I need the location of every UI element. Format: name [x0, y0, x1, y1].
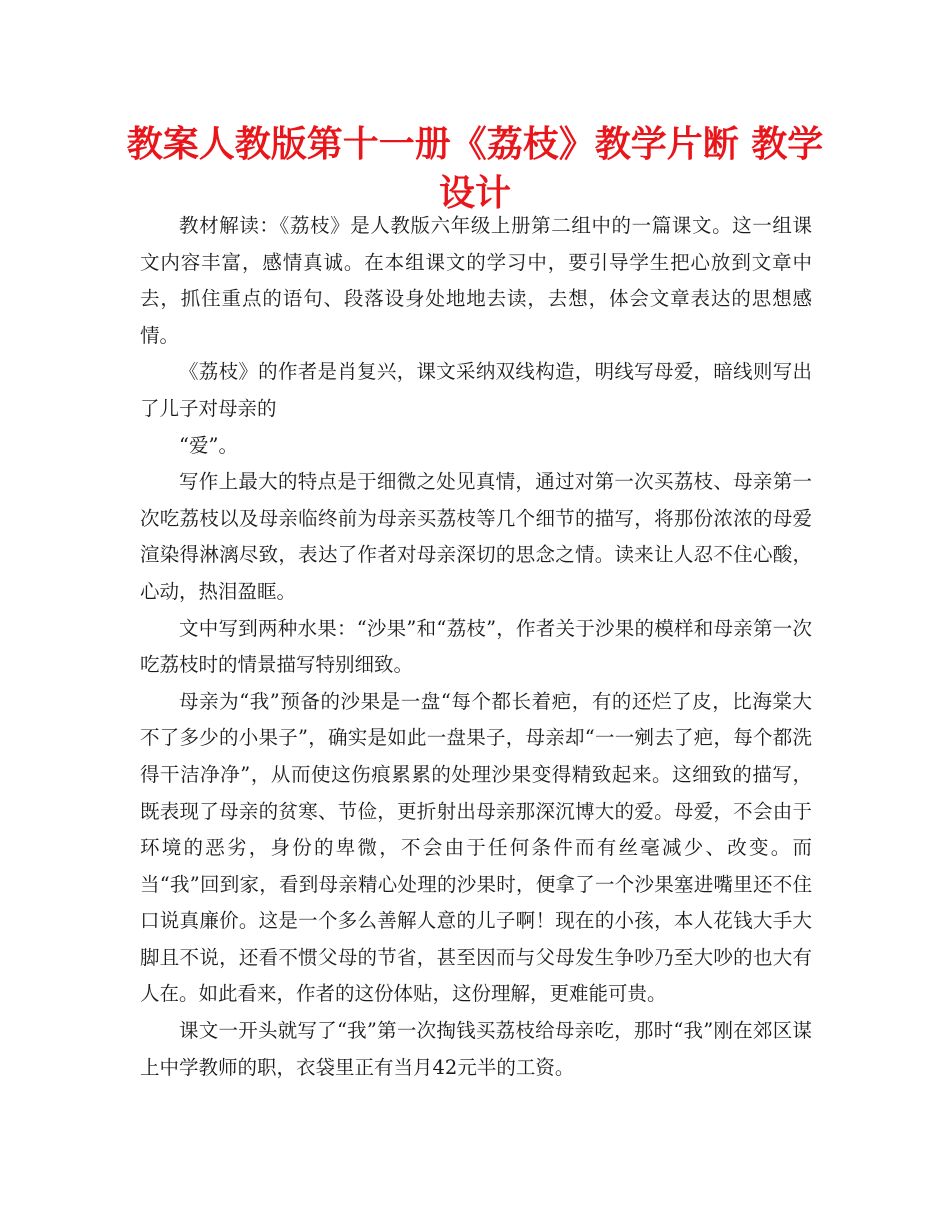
paragraph-love-quote: “爱”。 — [179, 433, 238, 457]
paragraph-writing-feature: 写作上最大的特点是于细微之处见真情，通过对第一次买荔枝、母亲第一次吃荔枝以及母亲临终前为母亲买荔枝等几个细节的描写，将那份浓浓的母爱渲染得淋漓尽致，表达了作者对母亲深切的思念之情。读来让人忍不住心酸，心动，热泪盈眶。 — [140, 470, 812, 603]
document-body — [140, 208, 812, 1086]
paragraph-two-fruits: 文中写到两种水果：“沙果”和“荔枝”，作者关于沙果的模样和母亲第一次吃荔枝时的情景描写特别细致。 — [140, 616, 812, 677]
paragraph-first-lychee: 课文一开头就写了“我”第一次掏钱买荔枝给母亲吃，那时“我”刚在郊区谋上中学教师的职，衣袋里正有当月42元半的工资。 — [140, 1019, 812, 1079]
page-title: 教案人教版第十一册《荔枝》教学片断 教学设计 — [126, 124, 824, 214]
paragraph-author-structure: 《荔枝》的作者是肖复兴，课文采纳双线构造，明线写母爱，暗线则写出了儿子对母亲的 — [140, 360, 812, 420]
paragraph-textbook-analysis: 教材解读：《荔枝》是人教版六年级上册第二组中的一篇课文。这一组课文内容丰富，感情真诚。在本组课文的学习中，要引导学生把心放到文章中去，抓住重点的语句、段落设身处地地去读，去想，体会文章表达的思想感情。 — [140, 214, 812, 347]
paragraph-crabapples: 母亲为“我”预备的沙果是一盘“每个都长着疤，有的还烂了皮，比海棠大不了多少的小果子”，确实是如此一盘果子，母亲却“一一剜去了疤，每个都洗得干洁净净”，从而使这伤痕累累的处理沙果变得精致起来。这细致的描写，既表现了母亲的贫寒、节俭，更折射出母亲那深沉博大的爱。母爱，不会由于环境的恶劣，身份的卑微，不会由于任何条件而有丝毫减少、改变。而当“我”回到家，看到母亲精心处理的沙果时，便拿了一个沙果塞进嘴里还不住口说真廉价。这是一个多么善解人意的儿子啊！现在的小孩，本人花钱大手大脚且不说，还看不惯父母的节省，甚至因而与父母发生争吵乃至大吵的也大有人在。如此看来，作者的这份体贴，这份理解，更难能可贵。 — [140, 689, 812, 1006]
